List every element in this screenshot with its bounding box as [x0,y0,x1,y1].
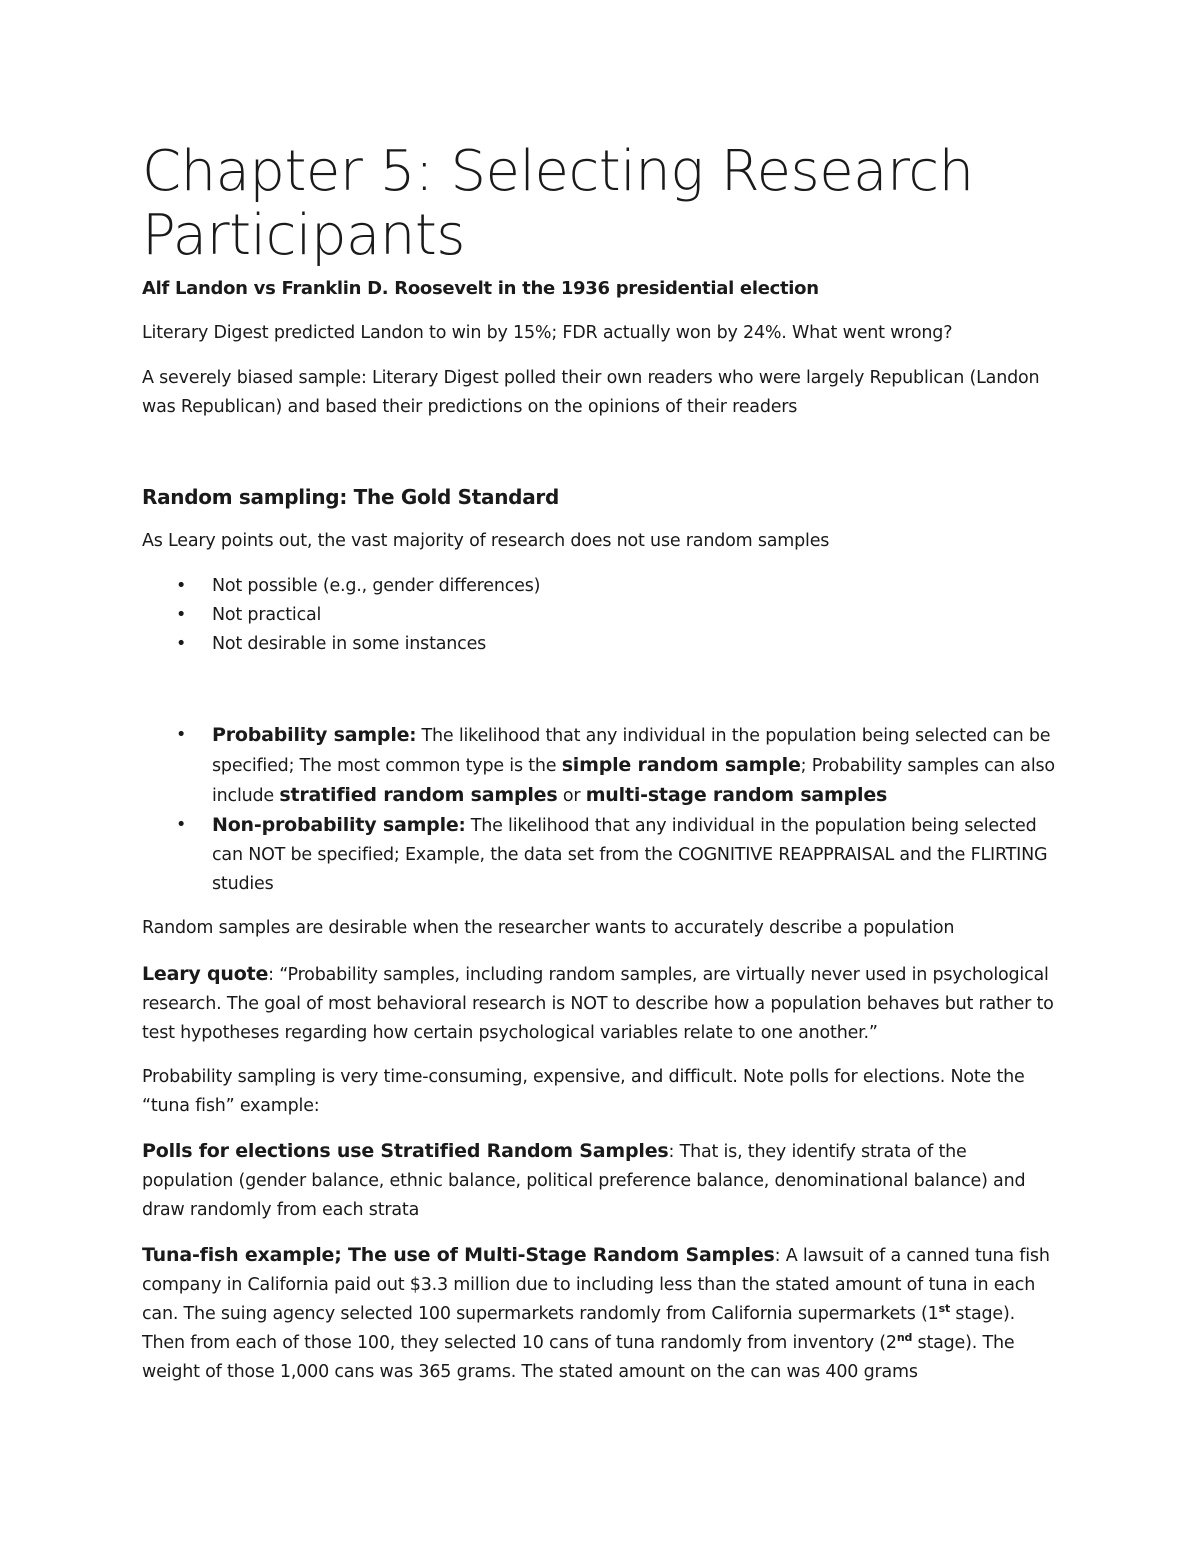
page-title [142,140,1062,268]
election-subtitle: Alf Landon vs Franklin D. Roosevelt in the 1936 presidential election [142,278,819,299]
list-item: • Not possible (e.g., gender differences) [142,572,1062,601]
leary-points-paragraph: As Leary points out, the vast majority of research does not use random samples [142,531,830,551]
sample-types-list [142,721,1062,899]
time-consuming-paragraph: Probability sampling is very time-consuming, expensive, and difficult. Note polls for elections. Note the “tuna fish” example: [142,1067,1025,1116]
probability-sample-item: • Probability sample: The likelihood that any individual in the population being selected can be specified; The most common type is the simple random sample; Probability samples can also include stratified random samples or multi-stage random samples [142,721,1062,811]
bullet-icon: • [176,576,187,596]
reasons-list [142,572,1062,659]
bullet-icon: • [176,815,187,835]
desirable-paragraph: Random samples are desirable when the researcher wants to accurately describe a population [142,918,955,938]
title-line-2: Participants [142,203,465,268]
document-page [142,140,1062,1387]
tuna-paragraph: Tuna-fish example; The use of Multi-Stage Random Samples: A lawsuit of a canned tuna fish company in California paid out $3.3 million due to including less than the stated amount of tuna in each can. The suing agency selected 100 supermarkets randomly from California supermarkets (1st stage). Then from each of those 100, they selected 10 cans of tuna randomly from inventory (2nd stage). The weight of those 1,000 cans was 365 grams. The stated amount on the can was 400 grams [142,1244,1050,1382]
stratified-term: stratified random samples [279,784,558,806]
bullet-icon: • [176,725,187,745]
leary-quote-paragraph: Leary quote: “Probability samples, including random samples, are virtually never used in psychological research. The goal of most behavioral research is NOT to describe how a population behaves but rather to test hypotheses regarding how certain psychological variables relate to one another.” [142,963,1054,1043]
list-item: • Not practical [142,601,1062,630]
bullet-icon: • [176,605,187,625]
non-probability-term: Non-probability sample [212,814,459,836]
bullet-icon: • [176,634,187,654]
title-line-1: Chapter 5: Selecting Research [142,139,974,204]
leary-quote-label: Leary quote [142,963,269,985]
tuna-label: Tuna-fish example; The use of Multi-Stage Random Samples [142,1244,775,1266]
non-probability-sample-item: • Non-probability sample: The likelihood that any individual in the population being selected can NOT be specified; Example, the data set from the COGNITIVE REAPPRAISAL and the FLIRTING studies [142,811,1062,899]
simple-random-term: simple random sample [561,754,801,776]
list-item: • Not desirable in some instances [142,630,1062,659]
polls-paragraph: Polls for elections use Stratified Random Samples: That is, they identify strata of the population (gender balance, ethnic balance, political preference balance, denominational balance) and draw randomly from each strata [142,1140,1026,1220]
multistage-term: multi-stage random samples [585,784,888,806]
prediction-paragraph: Literary Digest predicted Landon to win by 15%; FDR actually won by 24%. What went wrong? [142,323,953,343]
biased-sample-paragraph: A severely biased sample: Literary Digest polled their own readers who were largely Republican (Landon was Republican) and based their predictions on the opinions of their readers [142,368,1040,417]
random-sampling-heading: Random sampling: The Gold Standard [142,485,559,509]
probability-term: Probability sample [212,724,410,746]
polls-label: Polls for elections use Stratified Random Samples [142,1140,669,1162]
